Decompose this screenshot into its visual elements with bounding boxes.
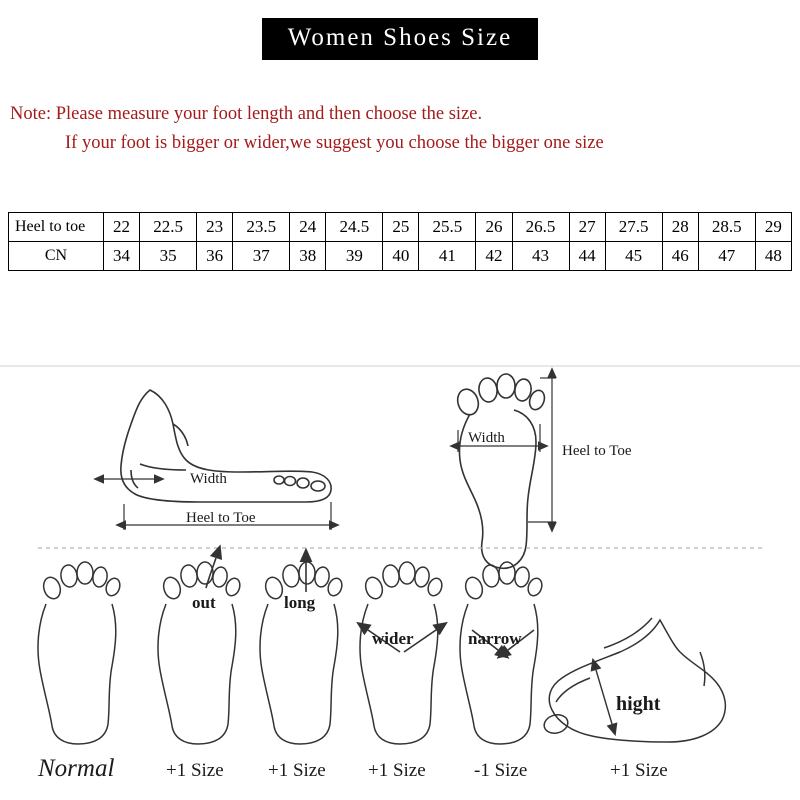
table-cell: 27.5 <box>605 213 662 242</box>
table-cell: 22.5 <box>140 213 197 242</box>
foot-illustration-wider <box>360 562 444 744</box>
table-cell: 28.5 <box>698 213 755 242</box>
table-cell: 29 <box>755 213 791 242</box>
sole-width-label: Width <box>468 430 505 446</box>
table-cell: 34 <box>104 242 140 271</box>
table-cell: 37 <box>233 242 290 271</box>
row-header-cn: CN <box>9 242 104 271</box>
measurement-diagram <box>0 352 800 800</box>
page-title-container <box>0 18 800 60</box>
table-cell: 22 <box>104 213 140 242</box>
side-heel-to-toe-label: Heel to Toe <box>186 510 256 526</box>
table-cell: 40 <box>383 242 419 271</box>
foot-label-wider: +1 Size <box>368 760 426 781</box>
foot-label-normal: Normal <box>38 755 115 782</box>
foot-illustration-hight <box>542 618 725 742</box>
sole-foot-illustration <box>454 374 547 568</box>
table-cell: 23 <box>197 213 233 242</box>
foot-illustration-normal <box>38 562 122 744</box>
note-line-2: If your foot is bigger or wider,we suggest you choose the bigger one size <box>65 132 604 153</box>
table-cell: 27 <box>569 213 605 242</box>
foot-label-out: +1 Size <box>166 760 224 781</box>
foot-top-label-out: out <box>192 593 216 612</box>
table-cell: 25 <box>383 213 419 242</box>
table-row <box>9 242 792 271</box>
foot-top-label-narrow: narrow <box>468 629 522 648</box>
hight-dimension <box>596 670 612 724</box>
foot-label-hight: +1 Size <box>610 760 668 781</box>
sole-heel-to-toe-dimension <box>528 378 556 522</box>
table-cell: 24.5 <box>326 213 383 242</box>
table-cell: 28 <box>662 213 698 242</box>
foot-top-label-wider: wider <box>372 629 414 648</box>
side-width-label: Width <box>190 471 227 487</box>
foot-illustration-narrow <box>460 562 544 744</box>
foot-top-label-hight: hight <box>616 693 661 715</box>
table-cell: 23.5 <box>233 213 290 242</box>
table-cell: 47 <box>698 242 755 271</box>
table-cell: 26 <box>476 213 512 242</box>
table-cell: 24 <box>290 213 326 242</box>
table-cell: 39 <box>326 242 383 271</box>
table-cell: 45 <box>605 242 662 271</box>
foot-illustration-out <box>158 558 242 744</box>
table-cell: 26.5 <box>512 213 569 242</box>
foot-label-long: +1 Size <box>268 760 326 781</box>
table-cell: 48 <box>755 242 791 271</box>
table-cell: 44 <box>569 242 605 271</box>
note-line-1: Note: Please measure your foot length and then choose the size. <box>10 104 483 124</box>
size-conversion-table <box>8 212 792 271</box>
foot-top-label-long: long <box>284 593 316 612</box>
table-row <box>9 213 792 242</box>
table-cell: 41 <box>419 242 476 271</box>
foot-illustration-long <box>260 562 344 744</box>
row-header-heel-to-toe: Heel to toe <box>9 213 104 242</box>
table-cell: 46 <box>662 242 698 271</box>
table-cell: 35 <box>140 242 197 271</box>
sole-heel-to-toe-label: Heel to Toe <box>562 443 632 459</box>
note-block <box>10 100 790 157</box>
table-cell: 25.5 <box>419 213 476 242</box>
table-cell: 42 <box>476 242 512 271</box>
table-cell: 36 <box>197 242 233 271</box>
table-cell: 38 <box>290 242 326 271</box>
table-cell: 43 <box>512 242 569 271</box>
page-title: Women Shoes Size <box>262 18 538 60</box>
foot-label-narrow: -1 Size <box>474 760 528 781</box>
